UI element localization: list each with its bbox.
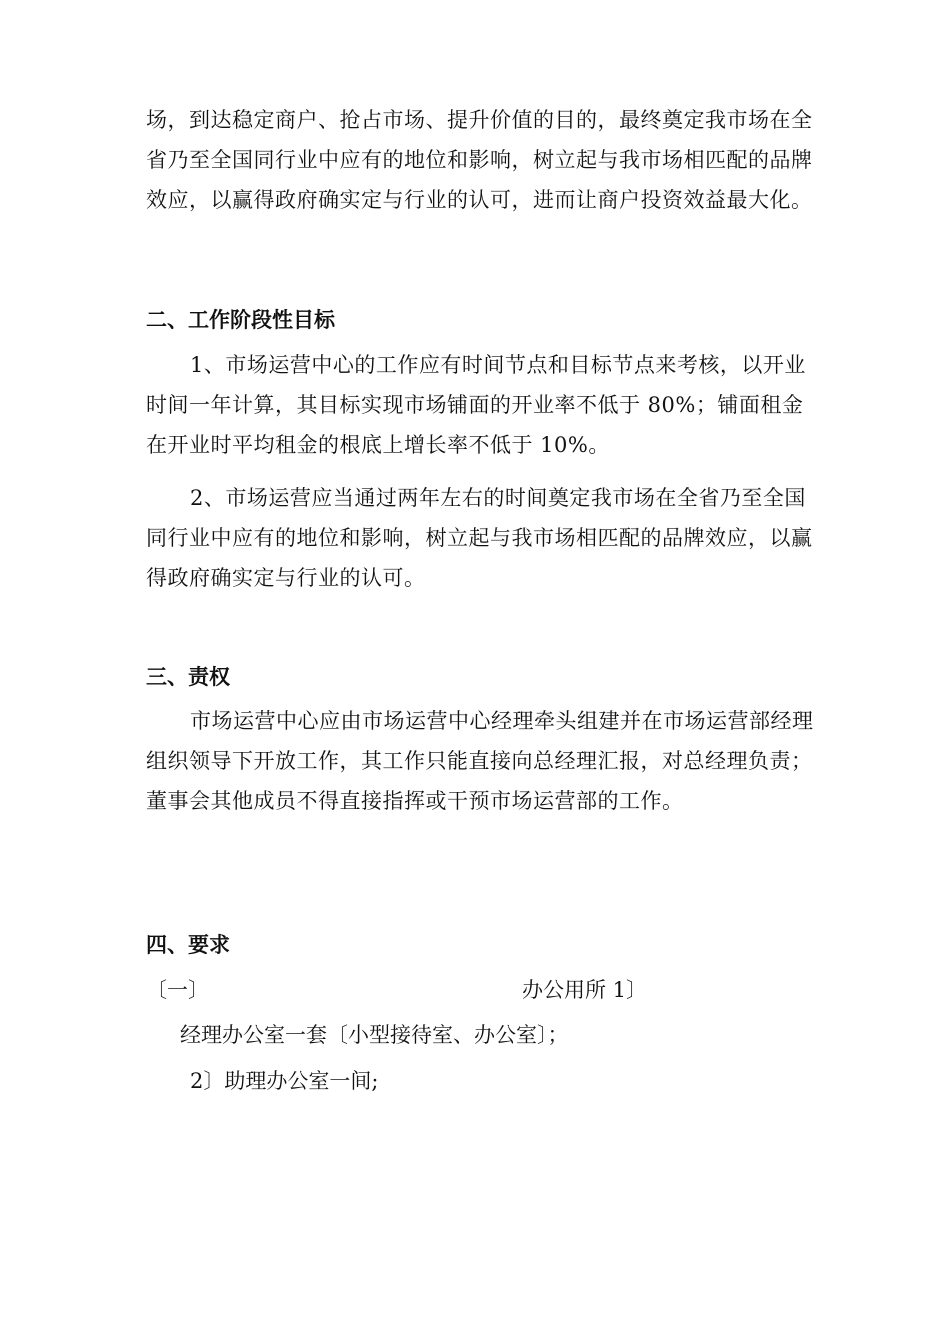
requirement-line-2: 2〕助理办公室一间; bbox=[190, 1069, 379, 1093]
section-heading-requirements: 四、要求 bbox=[146, 933, 230, 957]
requirement-line-1: 经理办公室一套〔小型接待室、办公室〕； bbox=[180, 1023, 569, 1047]
intro-paragraph: 场，到达稳定商户、抢占市场、提升价值的目的，最终奠定我市场在全省乃至全国同行业中应有的地位和影响，树立起与我市场相匹配的品牌效应，以赢得政府确实定与行业的认可，进而让商户投资效益最大化。 bbox=[146, 108, 813, 212]
sub-section-marker: 〔一〕 bbox=[146, 978, 209, 1002]
authority-paragraph: 市场运营中心应由市场运营中心经理牵头组建并在市场运营部经理组织领导下开放工作，其工作只能直接向总经理汇报，对总经理负责；董事会其他成员不得直接指挥或干预市场运营部的工作。 bbox=[146, 709, 814, 813]
goal-item-1: 1、市场运营中心的工作应有时间节点和目标节点来考核，以开业时间一年计算，其目标实现市场铺面的开业率不低于 80%；铺面租金在开业时平均租金的根底上增长率不低于 10%。 bbox=[146, 353, 806, 457]
sub-section-title: 办公用所 1〕 bbox=[522, 978, 648, 1002]
section-heading-goals: 二、工作阶段性目标 bbox=[146, 308, 335, 332]
goal-item-2: 2、市场运营应当通过两年左右的时间奠定我市场在全省乃至全国同行业中应有的地位和影响，树立起与我市场相匹配的品牌效应，以赢得政府确实定与行业的认可。 bbox=[146, 486, 813, 590]
section-heading-authority: 三、责权 bbox=[146, 665, 230, 689]
